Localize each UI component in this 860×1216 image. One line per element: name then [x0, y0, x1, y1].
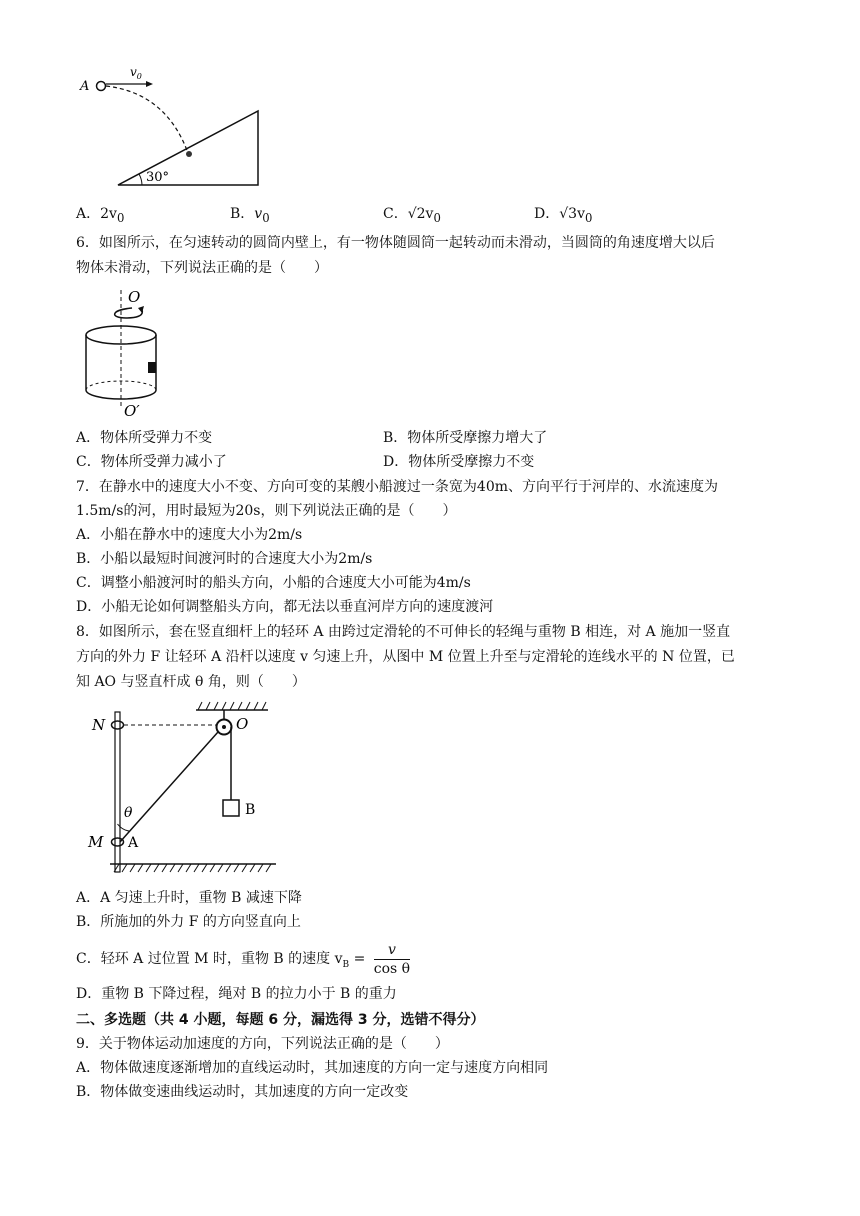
q8-option-b[interactable]: B．所施加的外力 F 的方向竖直向上 [76, 914, 301, 930]
block-on-wall [148, 362, 156, 373]
q5-option-b[interactable]: B．$v_0$ [230, 206, 270, 225]
ball-a [97, 82, 106, 91]
q8-stem-line3: 知 AO 与竖直杆成 θ 角，则（ ） [76, 674, 306, 690]
velocity-arrowhead [146, 81, 153, 87]
q6-stem-line2: 物体未滑动，下列说法正确的是（ ） [76, 260, 328, 276]
vertical-rod [115, 712, 120, 872]
q8-stem-line1: 8．如图所示，套在竖直细杆上的轻环 A 由跨过定滑轮的不可伸长的轻绳与重物 B 相连，对 A 施加一竖直 [76, 624, 731, 640]
label-a: A [128, 835, 139, 851]
rope-ao [120, 732, 218, 842]
trajectory-curve [106, 86, 188, 153]
q9-option-b[interactable]: B．物体做变速曲线运动时，其加速度的方向一定改变 [76, 1084, 409, 1100]
fig5-label-a: A [80, 79, 90, 94]
q5-option-c[interactable]: C．$√2v_0$ [383, 206, 441, 225]
angle-label: 30° [146, 170, 170, 185]
label-n: N [92, 716, 106, 734]
section-heading-multiple-choice: 二、多选题（共 4 小题，每题 6 分，漏选得 3 分，选错不得分） [76, 1012, 485, 1028]
q5-option-a[interactable]: A．$2v_0$ [76, 206, 125, 225]
incline [118, 111, 258, 185]
label-theta: θ [124, 805, 133, 821]
axis-top-label: O [128, 288, 141, 306]
q8-option-d[interactable]: D．重物 B 下降过程，绳对 B 的拉力小于 B 的重力 [76, 986, 397, 1002]
pulley-axle [222, 725, 226, 729]
rotation-arrowhead [138, 306, 144, 313]
q9-stem: 9．关于物体运动加速度的方向，下列说法正确的是（ ） [76, 1036, 449, 1052]
incline-projectile-figure [76, 55, 286, 195]
q6-option-a[interactable]: A．物体所受弹力不变 [76, 430, 213, 446]
rotation-arrow [115, 308, 143, 318]
rotating-cylinder-figure [76, 282, 186, 422]
q6-option-b[interactable]: B．物体所受摩擦力增大了 [383, 430, 548, 446]
weight-b [223, 800, 239, 816]
pulley-rod-figure [84, 696, 284, 878]
ground [110, 864, 276, 872]
q8-stem-line2: 方向的外力 F 让轻环 A 沿杆以速度 v 匀速上升，从图中 M 位置上升至与定滑轮的连线水平的 N 位置，已 [76, 649, 735, 665]
label-b: B [245, 802, 256, 818]
q7-option-c[interactable]: C．调整小船渡河时的船头方向，小船的合速度大小可能为4m/s [76, 575, 471, 591]
angle-arc [139, 174, 142, 185]
q7-option-b[interactable]: B．小船以最短时间渡河时的合速度大小为2m/s [76, 551, 373, 567]
q8-option-a[interactable]: A．A 匀速上升时，重物 B 减速下降 [76, 890, 302, 906]
ceiling-support [196, 702, 268, 710]
q7-stem-line1: 7．在静水中的速度大小不变、方向可变的某艘小船渡过一条宽为40m、方向平行于河岸的、水流速度为 [76, 479, 718, 495]
q6-option-d[interactable]: D．物体所受摩擦力不变 [383, 454, 535, 470]
q6-option-c[interactable]: C．物体所受弹力减小了 [76, 454, 227, 470]
q7-stem-line2: 1.5m/s的河，用时最短为20s，则下列说法正确的是（ ） [76, 503, 457, 519]
q7-option-d[interactable]: D．小船无论如何调整船头方向，都无法以垂直河岸方向的速度渡河 [76, 599, 494, 615]
q8-option-c[interactable]: C．轻环 A 过位置 M 时，重物 B 的速度 $v_B$ = $\frac{v}{\text{cos θ}}$ [76, 941, 411, 977]
q7-option-a[interactable]: A．小船在静水中的速度大小为2m/s [76, 527, 303, 543]
axis-bottom-label: O′ [124, 402, 140, 420]
label-m: M [88, 833, 104, 851]
q9-option-a[interactable]: A．物体做速度逐渐增加的直线运动时，其加速度的方向一定与速度方向相同 [76, 1060, 549, 1076]
q6-stem-line1: 6．如图所示，在匀速转动的圆筒内壁上，有一物体随圆筒一起转动而未滑动，当圆筒的角速度增大以后 [76, 235, 715, 251]
q5-option-d[interactable]: D．$√3v_0$ [534, 206, 593, 225]
velocity-fraction: $\frac{v}{\text{cos θ}}$ [373, 941, 411, 977]
fig5-label-v0: $v_0$ [130, 65, 142, 81]
landing-point [186, 151, 192, 157]
label-o: O [236, 715, 249, 733]
